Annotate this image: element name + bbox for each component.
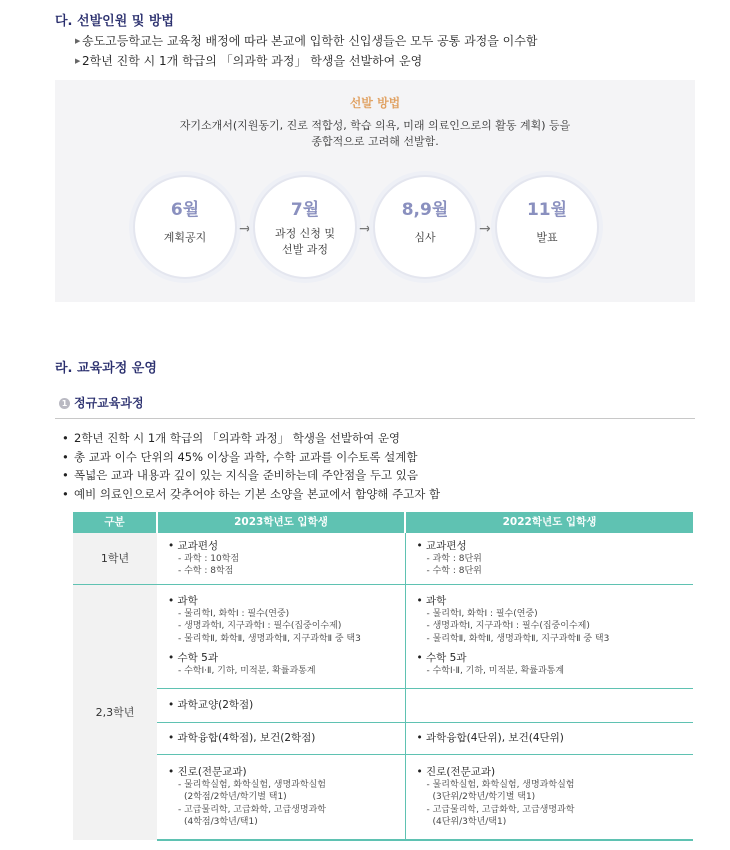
list-item: ▶ 2학년 진학 시 1개 학급의 「의과학 과정」 학생을 선발하여 운영 — [75, 54, 423, 68]
table-header: 구분 — [73, 512, 157, 532]
step-month: 11월 — [526, 200, 568, 220]
step-month: 7월 — [290, 200, 320, 220]
selection-notes — [75, 33, 537, 73]
arrow-icon: ▶ — [75, 57, 81, 65]
table-cell: • 교과편성 - 과학 : 8단위 - 수학 : 8단위 — [405, 532, 693, 584]
table-cell: • 진로(전문교과) - 물리학실험, 화학실험, 생명과학실험 (2학점/2학년/학기별 택1) - 고급물리학, 고급화학, 고급생명과학 (4학점/3학년/택1) — [157, 754, 405, 840]
arrow-right-icon: → — [239, 221, 251, 237]
table-cell: • 과학융합(4단위), 보건(4단위) — [405, 722, 693, 754]
bullet-icon: • — [62, 449, 69, 464]
grade-cell: 2,3학년 — [73, 584, 157, 840]
list-item: ▶ 송도고등학교는 교육청 배정에 따라 본교에 입학한 신입생들은 모두 공통 과정을 이수함 — [75, 34, 538, 48]
table-header: 2023학년도 입학생 — [157, 512, 405, 532]
table-row — [73, 532, 693, 584]
bullet-icon: • — [62, 486, 69, 501]
table-cell: • 교과편성 - 과학 : 10학점 - 수학 : 8학점 — [157, 532, 405, 584]
table-row — [73, 688, 693, 722]
divider — [55, 418, 695, 419]
subsection-title: 1 정규교육과정 — [59, 394, 144, 411]
table-row — [73, 754, 693, 840]
step-month: 6월 — [170, 200, 200, 220]
arrow-right-icon: → — [479, 221, 491, 237]
arrow-icon: ▶ — [75, 37, 81, 45]
list-item: • 폭넓은 교과 내용과 깊이 있는 지식을 준비하는데 주안점을 두고 있음 — [62, 468, 418, 482]
step-circle-3 — [373, 175, 477, 279]
step-label: 계획공지 — [163, 231, 207, 244]
step-label: 발표 — [536, 231, 558, 244]
table-row — [73, 722, 693, 754]
table-row — [73, 584, 693, 688]
list-item: • 예비 의료인으로서 갖추어야 하는 기본 소양을 본교에서 함양해 주고자 함 — [62, 486, 441, 501]
bullet-icon: • — [62, 431, 69, 445]
step-circle-4 — [495, 175, 599, 279]
curriculum-notes — [62, 430, 440, 504]
step-circle-2 — [253, 175, 357, 279]
table-cell: • 과학 - 물리학Ⅰ, 화학Ⅰ : 필수(연중) - 생명과학Ⅰ, 지구과학Ⅰ : 필수(집중이수제) - 물리학Ⅱ, 화학Ⅱ, 생명과학Ⅱ, 지구과학Ⅱ 중 택3 • 수학 5과 - 수학Ⅰ·Ⅱ, 기하, 미적분, 확률과통계 — [157, 584, 405, 688]
selection-method-box — [55, 80, 695, 302]
table-cell — [405, 688, 693, 722]
table-header-row — [73, 512, 693, 532]
bullet-icon: • — [62, 468, 69, 482]
table-cell: • 과학교양(2학점) — [157, 688, 405, 722]
table-cell: • 진로(전문교과) - 물리학실험, 화학실험, 생명과학실험 (3단위/2학년/학기별 택1) - 고급물리학, 고급화학, 고급생명과학 (4단위/3학년/택1) — [405, 754, 693, 840]
list-item: • 2학년 진학 시 1개 학급의 「의과학 과정」 학생을 선발하여 운영 — [62, 431, 401, 445]
arrow-right-icon: → — [359, 221, 371, 237]
list-item: • 총 교과 이수 단위의 45% 이상을 과학, 수학 교과를 이수토록 설계함 — [62, 449, 418, 464]
selection-method-title: 선발 방법 — [349, 96, 401, 110]
grade-cell: 1학년 — [73, 532, 157, 584]
number-badge: 1 — [59, 398, 70, 409]
section-title-curriculum: 라. 교육과정 운영 — [55, 361, 157, 376]
curriculum-table — [73, 512, 693, 841]
step-label: 심사 — [414, 231, 436, 244]
step-month: 8,9월 — [401, 200, 449, 220]
selection-method-desc: 자기소개서(지원동기, 진로 적합성, 학습 의욕, 미래 의료인으로의 활동 계획) 등을 종합적으로 고려해 선발함. — [179, 119, 571, 148]
step-label: 과정 신청 및 선발 과정 — [274, 227, 336, 256]
section-title-selection: 다. 선발인원 및 방법 — [55, 14, 174, 29]
step-circle-1 — [133, 175, 237, 279]
table-cell: • 과학 - 물리학Ⅰ, 화학Ⅰ : 필수(연중) - 생명과학Ⅰ, 지구과학Ⅰ : 필수(집중이수제) - 물리학Ⅱ, 화학Ⅱ, 생명과학Ⅱ, 지구과학Ⅱ 중 택3 • 수학 5과 - 수학Ⅰ·Ⅱ, 기하, 미적분, 확률과통계 — [405, 584, 693, 688]
table-cell: • 과학융합(4학점), 보건(2학점) — [157, 722, 405, 754]
table-header: 2022학년도 입학생 — [405, 512, 693, 532]
